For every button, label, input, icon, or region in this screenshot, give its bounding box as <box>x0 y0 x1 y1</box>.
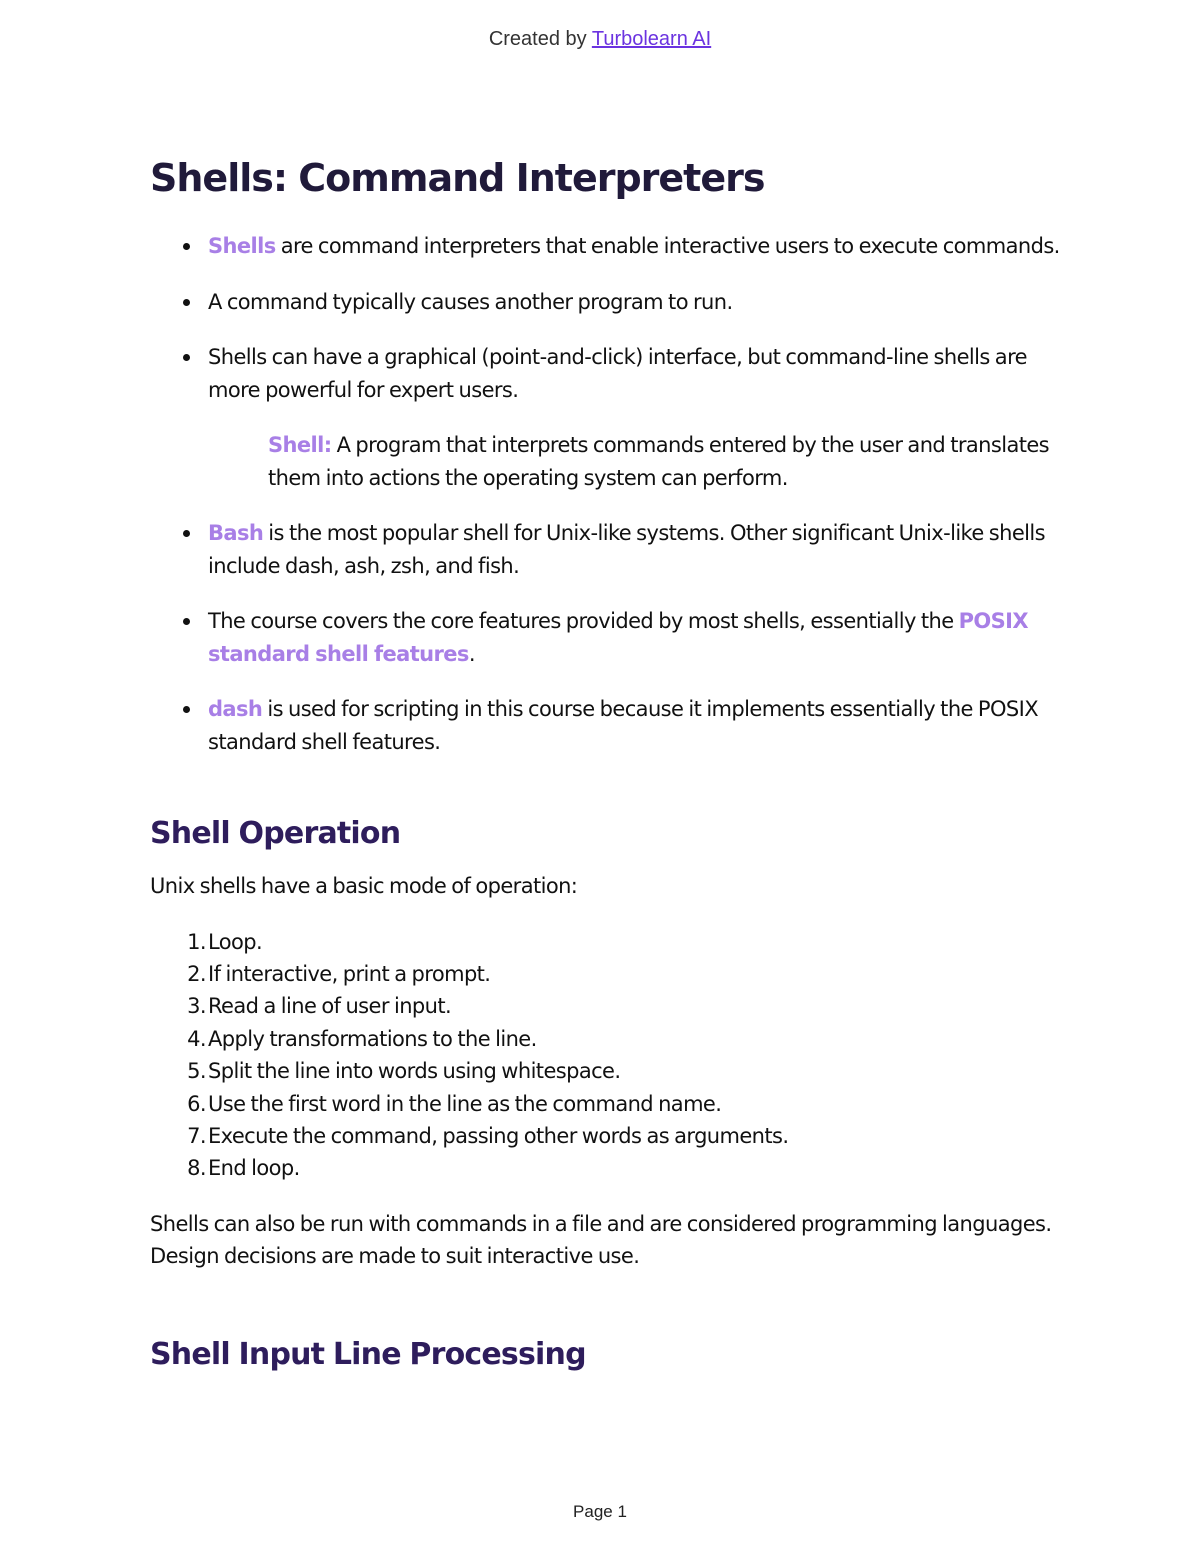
list-item <box>150 958 1060 990</box>
definition-text: A program that interprets commands entered by the user and translates them into actions the operating system can perform. <box>268 433 1050 490</box>
list-item <box>150 990 1060 1022</box>
list-item <box>150 1152 1060 1184</box>
step-number: 5. <box>187 1059 206 1084</box>
page-header <box>0 28 1200 51</box>
step-number: 1. <box>187 929 206 954</box>
bullet-text-end: . <box>468 641 475 666</box>
operation-intro: Unix shells have a basic mode of operation: <box>150 874 578 898</box>
shells-bullet-list <box>150 517 1060 758</box>
highlight-term: POSIX standard shell features <box>208 609 1028 666</box>
step-number: 8. <box>187 1156 206 1181</box>
step-text: Split the line into words using whitespace. <box>208 1059 621 1084</box>
document-content <box>150 148 1060 1379</box>
list-item <box>150 926 1060 958</box>
list-item <box>150 605 1060 670</box>
list-item <box>150 517 1060 582</box>
bullet-text: are command interpreters that enable interactive users to execute commands. <box>275 234 1060 258</box>
step-text: Use the first word in the line as the command name. <box>208 1091 722 1116</box>
bullet-text: A command typically causes another program to run. <box>208 289 733 314</box>
step-number: 6. <box>187 1091 206 1116</box>
section-heading-input-processing: Shell Input Line Processing <box>150 1336 586 1372</box>
list-item <box>150 1120 1060 1152</box>
bullet-text: The course covers the core features provided by most shells, essentially the <box>208 609 959 633</box>
highlight-term: dash <box>208 697 263 721</box>
list-item <box>150 341 1060 406</box>
intro-bullet-list <box>150 230 1060 406</box>
highlight-term: Shells <box>208 234 276 258</box>
bullet-text: Shells can have a graphical (point-and-click) interface, but command-line shells are more powerful for expert users. <box>208 345 1027 402</box>
page-title: Shells: Command Interpreters <box>150 156 765 200</box>
section-heading-shell-operation: Shell Operation <box>150 816 401 851</box>
bullet-text: is used for scripting in this course because it implements essentially the POSIX standard shell features. <box>208 697 1039 754</box>
operation-closing: Shells can also be run with commands in a file and are considered programming languages. Design decisions are made to suit interactive use. <box>150 1211 1052 1269</box>
list-item <box>150 1023 1060 1055</box>
definition-term: Shell: <box>268 433 332 457</box>
operation-steps-list <box>150 926 1060 1185</box>
step-text: Execute the command, passing other words as arguments. <box>208 1123 789 1148</box>
step-number: 4. <box>187 1026 206 1051</box>
step-number: 2. <box>187 961 206 986</box>
step-number: 7. <box>187 1123 206 1148</box>
header-prefix: Created by <box>488 28 587 50</box>
page-footer <box>0 1502 1200 1522</box>
list-item <box>150 230 1060 263</box>
list-item <box>150 286 1060 319</box>
step-text: Read a line of user input. <box>208 994 452 1019</box>
list-item <box>150 1055 1060 1087</box>
shell-definition <box>268 429 1060 494</box>
step-number: 3. <box>187 994 206 1019</box>
list-item <box>150 693 1060 758</box>
step-text: If interactive, print a prompt. <box>208 961 491 986</box>
bullet-text: is the most popular shell for Unix-like systems. Other significant Unix-like shells include dash, ash, zsh, and fish. <box>208 521 1045 578</box>
step-text: End loop. <box>208 1156 300 1181</box>
step-text: Loop. <box>208 929 263 954</box>
page-number: Page 1 <box>573 1502 627 1521</box>
step-text: Apply transformations to the line. <box>208 1026 537 1051</box>
list-item <box>150 1088 1060 1120</box>
highlight-term: Bash <box>208 521 264 545</box>
turbolearn-link[interactable]: Turbolearn AI <box>591 28 712 50</box>
